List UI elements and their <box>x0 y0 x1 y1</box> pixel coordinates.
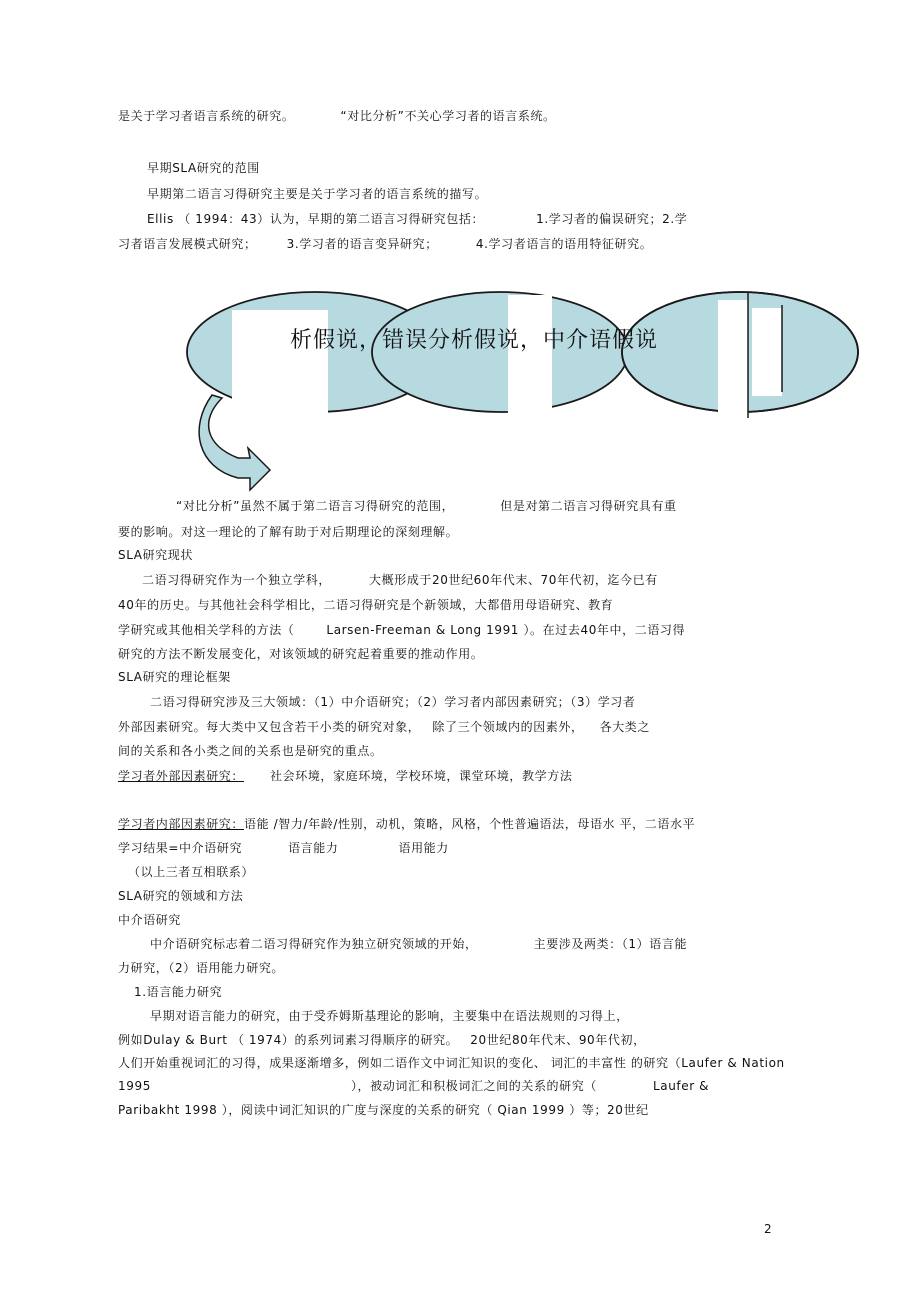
text-run: ），被动词汇和积极词汇之间的关系的研究（ <box>350 1079 597 1093</box>
section-heading: SLA研究的理论框架 <box>118 670 231 684</box>
text-run: 1.学习者的偏误研究；2.学 <box>536 212 688 226</box>
text-run: 是关于学习者语言系统的研究。 <box>118 109 295 123</box>
text-run: 学习结果=中介语研究 <box>118 841 243 855</box>
text-run: 例如Dulay & Burt （ 1974）的系列词素习得顺序的研究。 <box>118 1033 459 1047</box>
text-line: 研究的方法不断发展变化，对该领域的研究起着重要的推动作用。 <box>118 647 484 661</box>
text-line: 40年的历史。与其他社会科学相比，二语习得研究是个新领域，大都借用母语研究、教育 <box>118 598 614 612</box>
text-line: 早期第二语言习得研究主要是关于学习者的语言系统的描写。 <box>147 187 488 201</box>
section-heading: 1.语言能力研究 <box>134 985 223 999</box>
text-run: 除了三个领域内的因素外， <box>432 720 584 734</box>
text-run: “对比分析”不关心学习者的语言系统。 <box>340 109 556 123</box>
section-heading: 中介语研究 <box>118 913 182 927</box>
hypotheses-diagram <box>0 0 920 500</box>
text-line: Paribakht 1998 ），阅读中词汇知识的广度与深度的关系的研究（ Qian 1999 ）等；20世纪 <box>118 1103 649 1117</box>
underlined-heading: 学习者外部因素研究： <box>118 769 245 783</box>
text-line: 二语习得研究涉及三大领域：（1）中介语研究；（2）学习者内部因素研究；（3）学习者 <box>150 695 636 709</box>
white-mask <box>232 310 328 418</box>
text-run: 学研究或其他相关学科的方法（ <box>118 623 295 637</box>
text-line: 早期对语言能力的研究，由于受乔姆斯基理论的影响，主要集中在语法规则的习得上， <box>150 1009 629 1023</box>
text-run: 语能 /智力/年龄/性别，动机，策略，风格，个性普遍语法，母语水 平，二语水平 <box>244 817 696 831</box>
text-run: 外部因素研究。每大类中又包含若干小类的研究对象， <box>118 720 421 734</box>
text-line: （以上三者互相联系） <box>128 865 255 879</box>
section-heading: SLA研究的领域和方法 <box>118 889 244 903</box>
text-line: 间的关系和各小类之间的关系也是研究的重点。 <box>118 744 383 758</box>
text-line <box>142 572 658 588</box>
text-run: 主要涉及两类：（1）语言能 <box>533 937 688 951</box>
text-line <box>118 1078 709 1094</box>
text-run: 1995 <box>118 1079 151 1093</box>
text-run: 社会环境，家庭环境，学校环境，课堂环境，教学方法 <box>270 769 573 783</box>
text-line: 人们开始重视词汇的习得，成果逐渐增多，例如二语作文中词汇知识的变化、 词汇的丰富性 的研究（Laufer & Nation <box>118 1056 785 1070</box>
text-line <box>118 719 650 735</box>
text-line <box>118 768 572 784</box>
white-mask <box>508 295 552 420</box>
text-run: 语用能力 <box>398 841 449 855</box>
text-run: Larsen-Freeman & Long 1991 ）。在过去40年中，二语习得 <box>326 623 686 637</box>
page-number: 2 <box>764 1222 773 1236</box>
text-run: 20世纪80年代末、90年代初， <box>470 1033 646 1047</box>
text-run: 习者语言发展模式研究； <box>118 237 257 251</box>
text-run: 中介语研究标志着二语习得研究作为独立研究领域的开始， <box>150 937 478 951</box>
text-run: 大概形成于20世纪60年代末、70年代初，迄今已有 <box>369 573 658 587</box>
text-line <box>118 1032 646 1048</box>
section-heading: 早期SLA研究的范围 <box>147 161 260 175</box>
white-mask <box>752 308 782 396</box>
text-line <box>176 498 677 514</box>
text-run: 4.学习者语言的语用特征研究。 <box>475 237 653 251</box>
underlined-heading: 学习者内部因素研究： <box>118 817 245 831</box>
text-run: 二语习得研究作为一个独立学科， <box>142 573 332 587</box>
text-run: 各大类之 <box>599 720 651 734</box>
section-heading: SLA研究现状 <box>118 548 193 562</box>
text-run: 但是对第二语言习得研究具有重 <box>500 499 677 513</box>
text-run: 语言能力 <box>288 841 339 855</box>
white-mask <box>718 300 748 418</box>
text-line <box>118 840 449 856</box>
text-run: Laufer & <box>652 1079 710 1093</box>
text-line: 要的影响。对这一理论的了解有助于对后期理论的深刻理解。 <box>118 525 459 539</box>
text-line <box>150 936 687 952</box>
text-line <box>118 622 685 638</box>
text-run: “对比分析”虽然不属于第二语言习得研究的范围， <box>176 499 455 513</box>
text-line: 力研究，（2）语用能力研究。 <box>118 961 285 975</box>
text-run: 3.学习者的语言变异研究； <box>286 237 438 251</box>
text-line <box>118 816 695 832</box>
text-run: Ellis （ 1994：43）认为，早期的第二语言习得研究包括： <box>147 212 485 226</box>
diagram-label: 析假说，错误分析假说，中介语假说 <box>290 328 659 353</box>
